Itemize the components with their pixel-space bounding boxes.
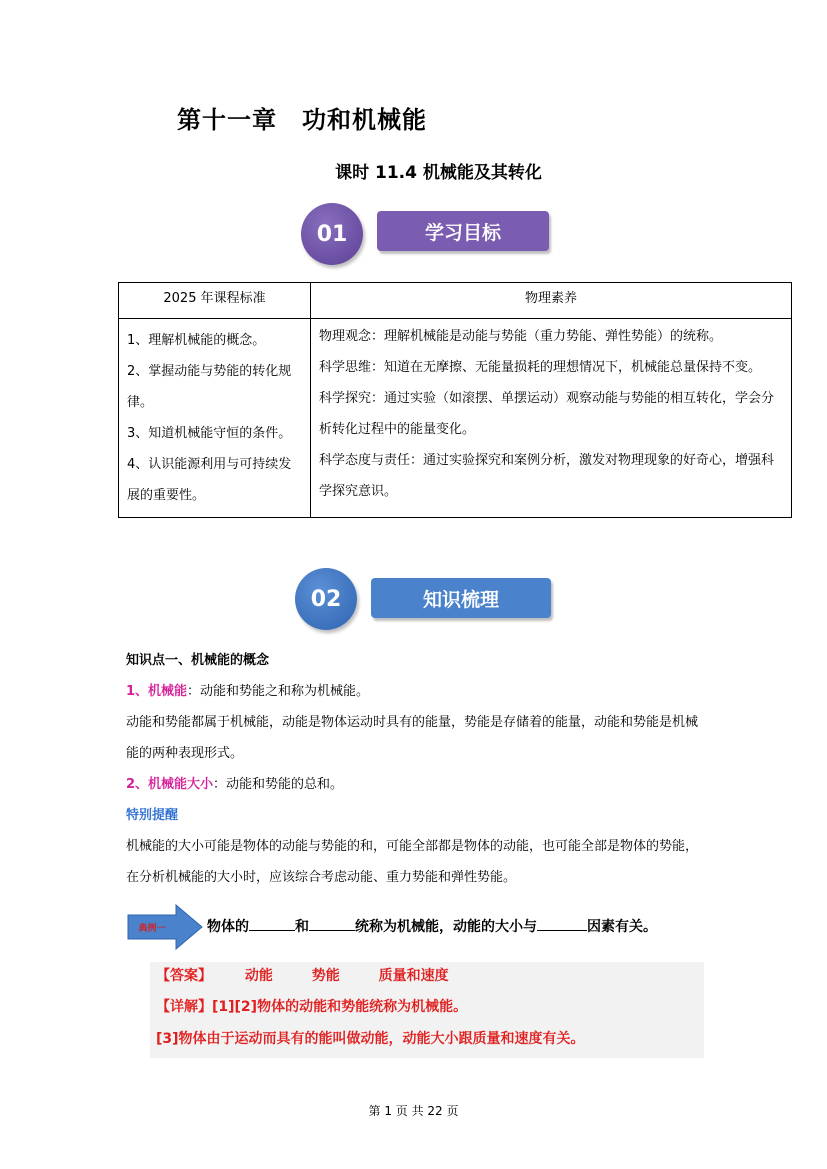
special-reminder-title: 特别提醒	[126, 808, 179, 823]
literacy-item: 科学探究：通过实验（如滚摆、单摆运动）观察动能与势能的相互转化，学会分析转化过程中的能量变化。	[319, 391, 775, 437]
answer-value: 势能	[311, 968, 340, 984]
literacy-cell	[311, 319, 792, 518]
banner-label-learning-goals: 学习目标	[377, 211, 549, 251]
table-header-literacy: 物理素养	[311, 283, 792, 319]
banner-label-knowledge-summary: 知识梳理	[371, 578, 551, 618]
standard-item: 2、掌握动能与势能的转化规律。	[127, 364, 292, 410]
definition-text: ：动能和势能之和称为机械能。	[187, 684, 370, 699]
standards-table	[118, 282, 792, 518]
answer-line	[156, 965, 449, 985]
detail-text: [1][2]物体的动能和势能统称为机械能。	[212, 999, 468, 1015]
standards-cell	[119, 319, 311, 518]
table-header-standards: 2025 年课程标准	[119, 283, 311, 319]
knowledge-point-heading: 知识点一、机械能的概念	[126, 653, 270, 668]
answer-blank	[537, 916, 587, 931]
answer-blank	[249, 916, 295, 931]
literacy-item: 物理观念：理解机械能是动能与势能（重力势能、弹性势能）的统称。	[319, 329, 723, 344]
learning-goals-banner	[301, 203, 551, 265]
standard-item: 3、知道机械能守恒的条件。	[127, 426, 292, 441]
knowledge-summary-banner	[295, 568, 553, 630]
literacy-item: 科学态度与责任：通过实验探究和案例分析，激发对物理现象的好奇心，增强科学探究意识。	[319, 453, 775, 499]
special-reminder-text: 机械能的大小可能是物体的动能与势能的和，可能全部都是物体的动能，也可能全部是物体的势能，在分析机械能的大小时，应该综合考虑动能、重力势能和弹性势能。	[126, 839, 699, 885]
question-text: 统称为机械能，动能的大小与	[355, 919, 537, 935]
question-text: 和	[295, 919, 309, 935]
literacy-item: 科学思维：知道在无摩擦、无能量损耗的理想情况下，机械能总量保持不变。	[319, 360, 762, 375]
lesson-title: 课时 11.4 机械能及其转化	[335, 163, 542, 183]
question-text: 物体的	[207, 919, 249, 935]
answer-blank	[309, 916, 355, 931]
banner-number-01: 01	[301, 203, 363, 265]
knowledge-section	[126, 645, 706, 893]
answer-label: 【答案】	[156, 968, 212, 984]
answer-box	[150, 962, 704, 1058]
standard-item: 1、理解机械能的概念。	[127, 333, 266, 348]
detail-line: [3]物体由于运动而具有的能叫做动能，动能大小跟质量和速度有关。	[156, 1031, 585, 1047]
chapter-title: 第十一章 功和机械能	[177, 105, 427, 134]
example-question	[207, 916, 657, 936]
question-text: 因素有关。	[587, 919, 657, 935]
detail-label: 【详解】	[156, 999, 212, 1015]
term-mechanical-energy: 1、机械能	[126, 684, 188, 699]
term-mechanical-energy-size: 2、机械能大小	[126, 777, 214, 792]
magnitude-text: ：动能和势能的总和。	[213, 777, 344, 792]
example-tag-arrow-icon	[126, 904, 204, 950]
banner-number-02: 02	[295, 568, 357, 630]
answer-value: 动能	[244, 968, 273, 984]
definition-line	[126, 676, 706, 707]
answer-value: 质量和速度	[378, 968, 449, 984]
example-tag-label: 典例一	[138, 924, 166, 934]
magnitude-line	[126, 769, 706, 800]
explanation-paragraph: 动能和势能都属于机械能，动能是物体运动时具有的能量，势能是存储着的能量，动能和势能是机械能的两种表现形式。	[126, 715, 699, 761]
detail-line	[156, 996, 467, 1016]
page-footer: 第 1 页 共 22 页	[368, 1104, 459, 1118]
standard-item: 4、认识能源利用与可持续发展的重要性。	[127, 457, 292, 503]
